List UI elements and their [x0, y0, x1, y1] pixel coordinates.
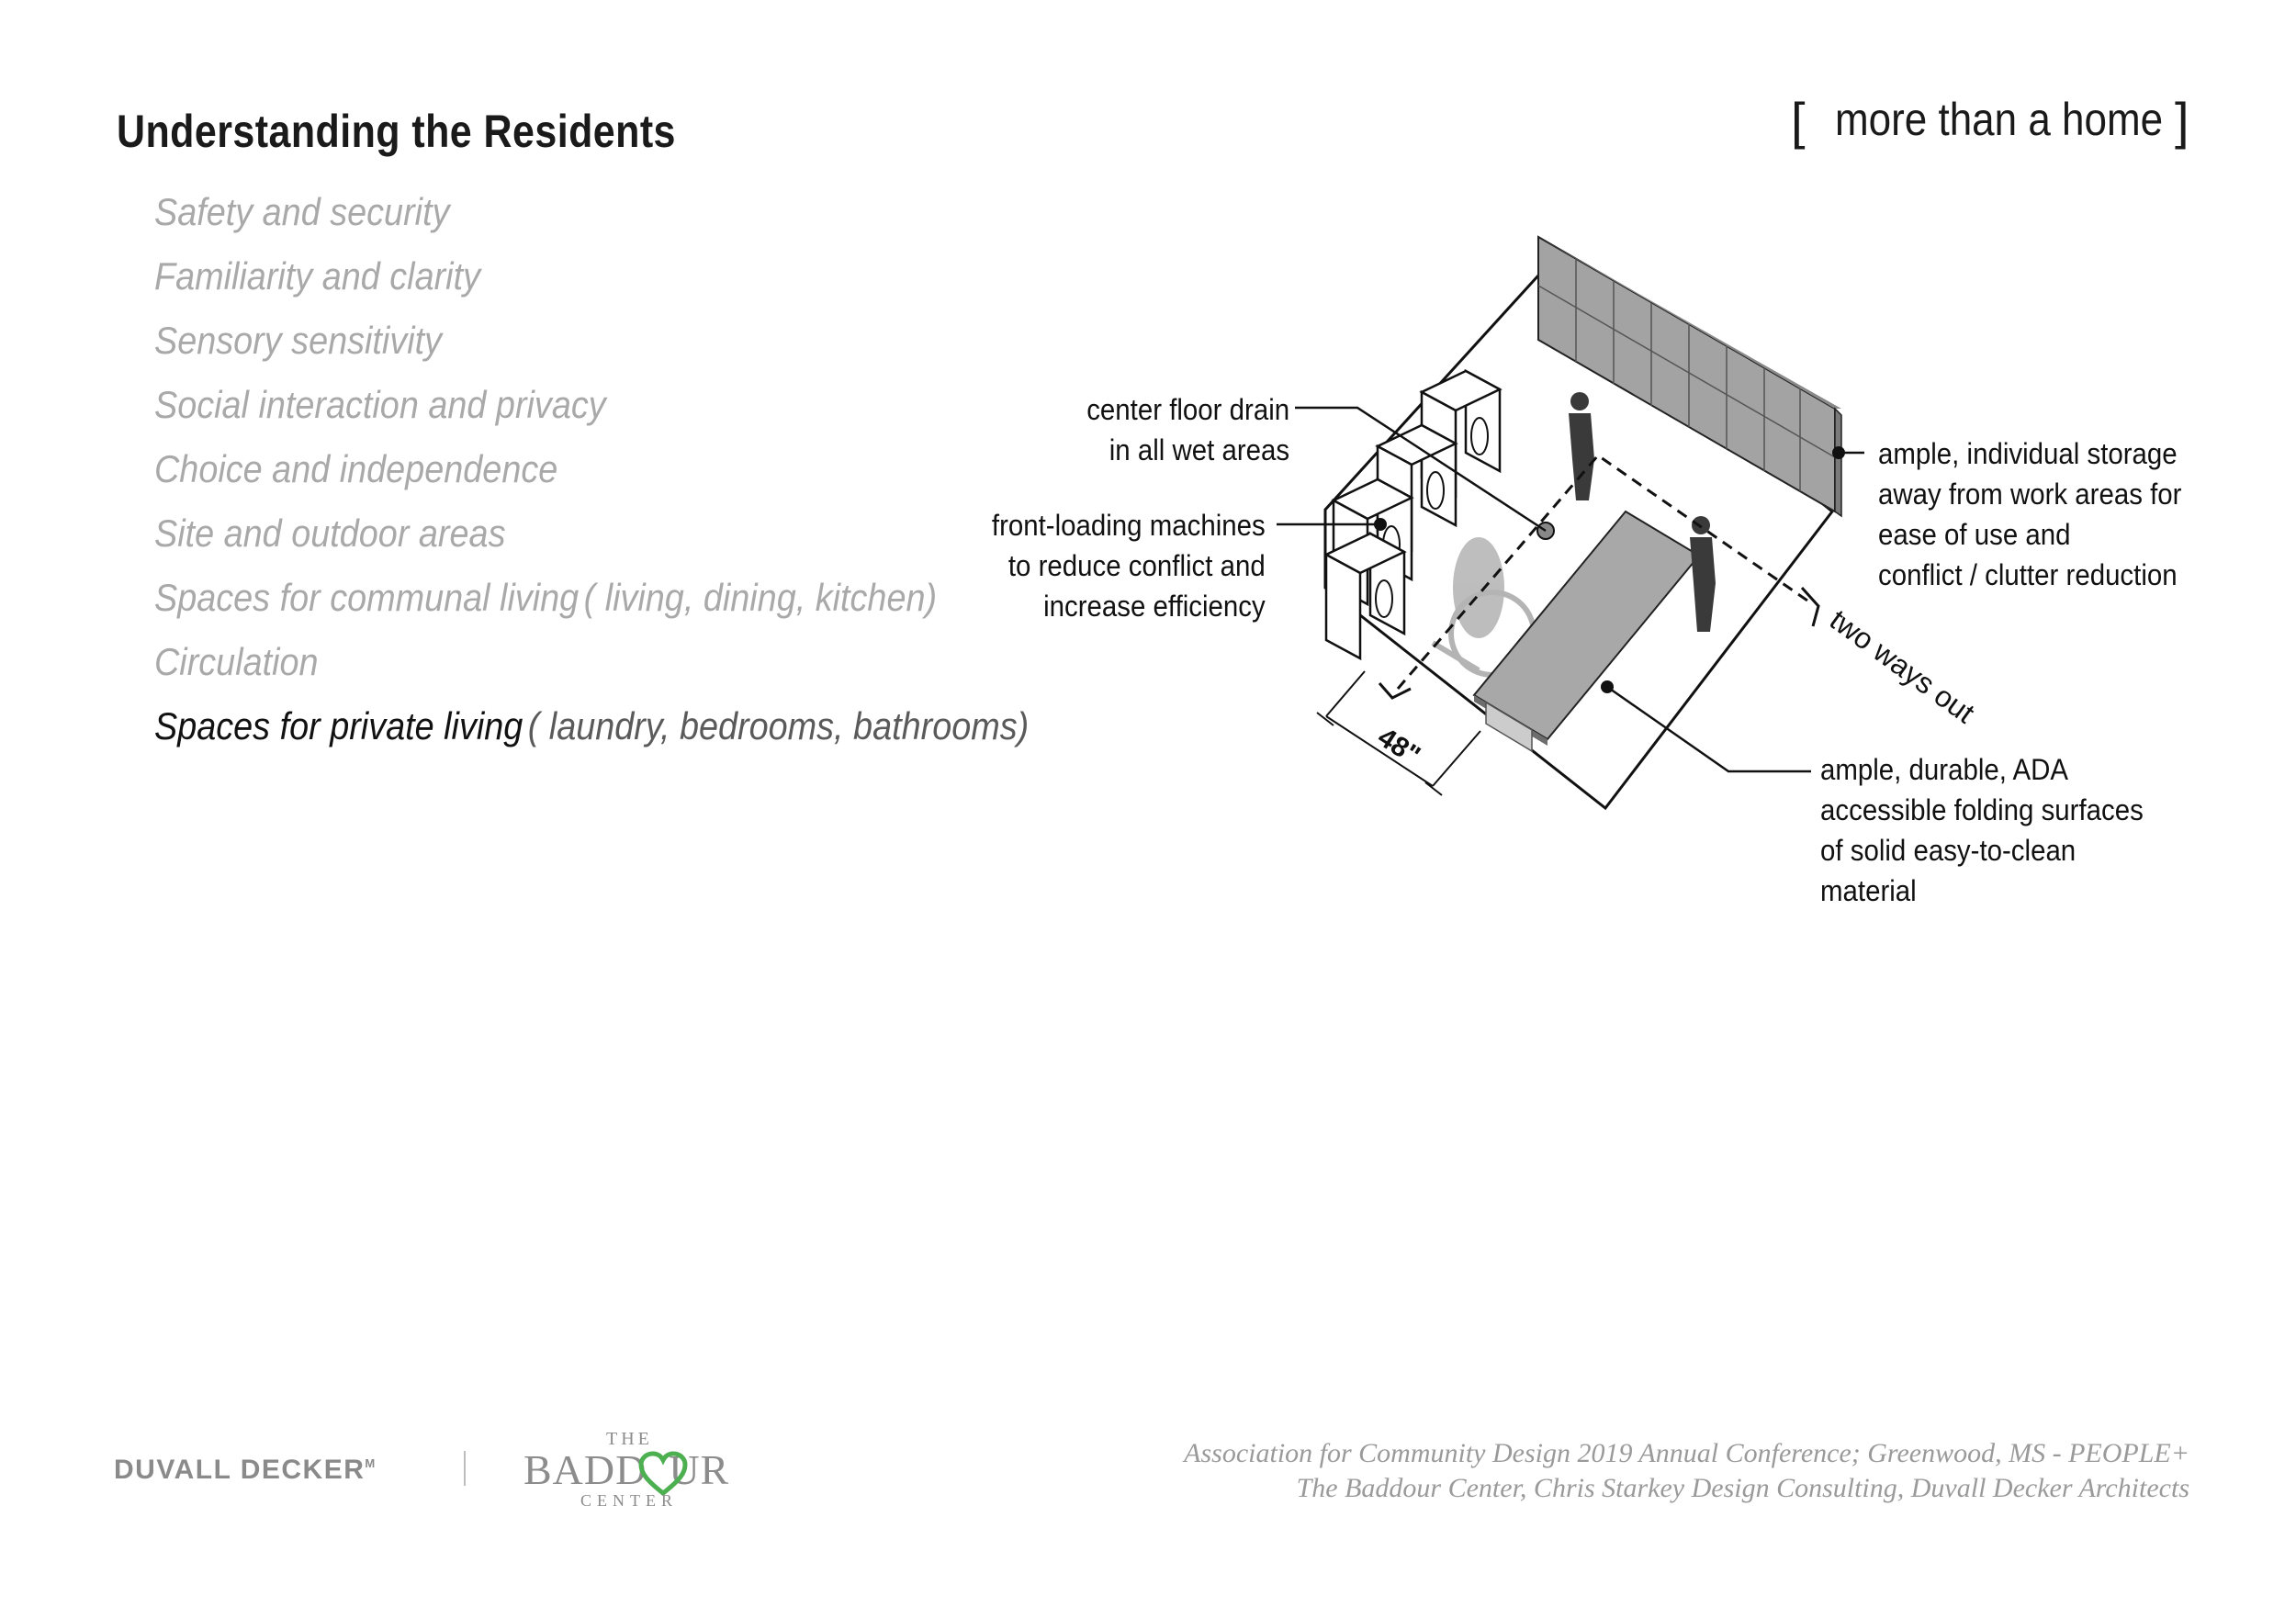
topic-item: Spaces for communal living ( living, dining, kitchen) [154, 576, 938, 619]
topic-item: Safety and security [154, 190, 450, 233]
baddour-logo-the: THE [606, 1429, 653, 1449]
annotation-folding-surfaces: ample, durable, ADA accessible folding surfaces of solid easy-to-clean material [1820, 753, 2144, 907]
credits-line-2: The Baddour Center, Chris Starkey Design Consulting, Duvall Decker Architects [1296, 1473, 2189, 1503]
annotation-floor-drain: center floor drain in all wet areas [1086, 393, 1289, 466]
topic-item: Circulation [154, 640, 319, 683]
folding-table [1474, 511, 1699, 751]
topic-item: Familiarity and clarity [154, 254, 480, 298]
heart-icon [637, 1451, 689, 1497]
topic-item: Site and outdoor areas [154, 511, 506, 555]
conference-credits [1184, 1436, 2189, 1506]
baddour-logo-name: BADD UR [523, 1446, 730, 1493]
page-title: Understanding the Residents [117, 106, 676, 157]
annotation-front-loading: front-loading machines to reduce conflict and increase efficiency [992, 509, 1266, 623]
exit-arrow-left [1379, 683, 1411, 698]
annotation-storage: ample, individual storage away from work areas for ease of use and conflict / clutter reduction [1878, 437, 2182, 591]
credits-line-1: Association for Community Design 2019 Annual Conference; Greenwood, MS - PEOPLE+ [1184, 1438, 2189, 1468]
topic-item: Choice and independence [154, 447, 558, 490]
tagline-close-bracket: ] [2175, 92, 2189, 150]
exit-arrow-right [1802, 588, 1818, 626]
clearance-dimension-label: 48" [1372, 722, 1426, 771]
leader-folding [1607, 687, 1811, 771]
baddour-logo-center: CENTER [580, 1491, 678, 1510]
duvall-decker-logo: DUVALL $DECKER^M$ [114, 1455, 376, 1485]
topic-item-active: Spaces for private living ( laundry, bedrooms, bathrooms) [154, 704, 1030, 747]
topic-item: Sensory sensitivity [154, 319, 443, 362]
tagline: more than a home [1835, 94, 2164, 145]
two-ways-out-label: two ways out [1823, 602, 1981, 730]
tagline-open-bracket: [ [1791, 92, 1806, 150]
person-figure-1 [1569, 392, 1594, 500]
topic-item: Social interaction and privacy [154, 383, 606, 426]
footer-divider [464, 1451, 466, 1486]
